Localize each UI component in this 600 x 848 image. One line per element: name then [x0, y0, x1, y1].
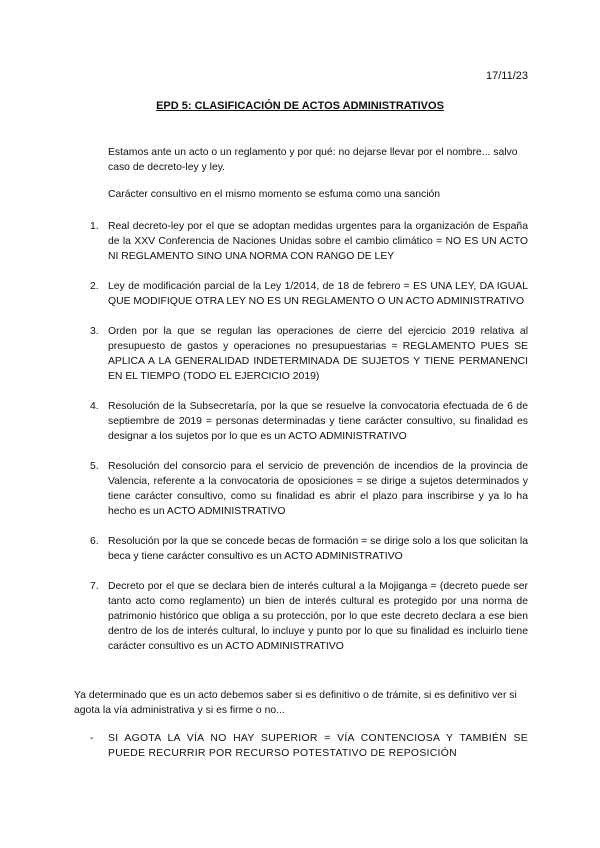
list-item	[80, 219, 528, 264]
list-item-text: Resolución del consorcio para el servicio de prevención de incendios de la provincia de Valencia, referente a la convocatoria de oposiciones = se dirige a sujetos determinados y tiene carácter consultivo, como su finalidad es abrir el plazo para inscribirse y ya lo ha hecho es un ACTO ADMINISTRATIVO	[108, 461, 528, 517]
list-item-number: 3.	[90, 326, 99, 337]
list-item-text: Real decreto-ley por el que se adoptan medidas urgentes para la organización de España de la XXV Conferencia de Naciones Unidas sobre el cambio climático = NO ES UN ACTO NI REGLAMENTO SINO UNA NORMA CON RANGO DE LEY	[108, 221, 528, 262]
list-item-text: Ley de modificación parcial de la Ley 1/2014, de 18 de febrero = ES UNA LEY, DA IGUAL QUE MODIFIQUE OTRA LEY NO ES UN REGLAMENTO O UN ACTO ADMINISTRATIVO	[108, 281, 528, 307]
list-item-text: Resolución de la Subsecretaría, por la que se resuelve la convocatoria efectuada de 6 de septiembre de 2019 = personas determinadas y tiene carácter consultivo, su finalidad es designar a los sujetos por lo que es un ACTO ADMINISTRATIVO	[108, 401, 528, 442]
list-item-number: 2.	[90, 281, 99, 292]
list-item-text: Decreto por el que se declara bien de interés cultural a la Mojiganga = (decreto puede ser tanto acto como reglamento) un bien de interés cultural es protegido por una norma de patrimonio histórico que obliga a su protección, por lo que este decreto declara a ese bien dentro de los de interés cultural, lo incluye y punto por lo que su finalidad es incluirlo tiene carácter consultivo es un ACTO ADMINISTRATIVO	[108, 581, 528, 652]
document-title: EPD 5: CLASIFICACIÓN DE ACTOS ADMINISTRATIVOS	[156, 100, 444, 112]
closing-paragraph: Ya determinado que es un acto debemos saber si es definitivo o de trámite, si es definitivo ver si agota la vía administrativa y si es firme o no...	[74, 690, 517, 716]
bullet-dash: -	[90, 733, 94, 744]
list-item	[80, 279, 528, 309]
bullet-text: SI AGOTA LA VÍA NO HAY SUPERIOR = VÍA CONTENCIOSA Y TAMBIÉN SE PUEDE RECURRIR POR RECURSO POTESTATIVO DE REPOSICIÓN	[108, 733, 528, 759]
cases-list	[80, 219, 528, 654]
document-date: 17/11/23	[485, 70, 528, 82]
list-item	[80, 579, 528, 654]
intro-paragraph-2: Carácter consultivo en el mismo momento se esfuma como una sanción	[108, 189, 441, 200]
list-item-number: 4.	[90, 401, 99, 412]
list-item-number: 7.	[90, 581, 99, 592]
list-item	[80, 324, 528, 384]
intro-paragraph-1: Estamos ante un acto o un reglamento y por qué: no dejarse llevar por el nombre... salvo caso de decreto-ley y ley.	[108, 147, 518, 173]
list-item-text: Resolución por la que se concede becas de formación = se dirige solo a los que solicitan la beca y tiene carácter consultivo es un ACTO ADMINISTRATIVO	[108, 536, 528, 562]
list-item	[80, 399, 528, 444]
list-item-number: 6.	[90, 536, 99, 547]
list-item	[80, 534, 528, 564]
list-item-number: 5.	[90, 461, 99, 472]
list-item	[80, 459, 528, 519]
list-item-number: 1.	[90, 221, 99, 232]
bullet-item	[90, 731, 528, 761]
list-item-text: Orden por la que se regulan las operaciones de cierre del ejercicio 2019 relativa al presupuesto de gastos y operaciones no presupuestarias = REGLAMENTO PUES SE APLICA A LA GENERALIDAD INDETERMINADA DE SUJETOS Y TIENE PERMANENCI EN EL TIEMPO (TODO EL EJERCICIO 2019)	[108, 326, 528, 382]
